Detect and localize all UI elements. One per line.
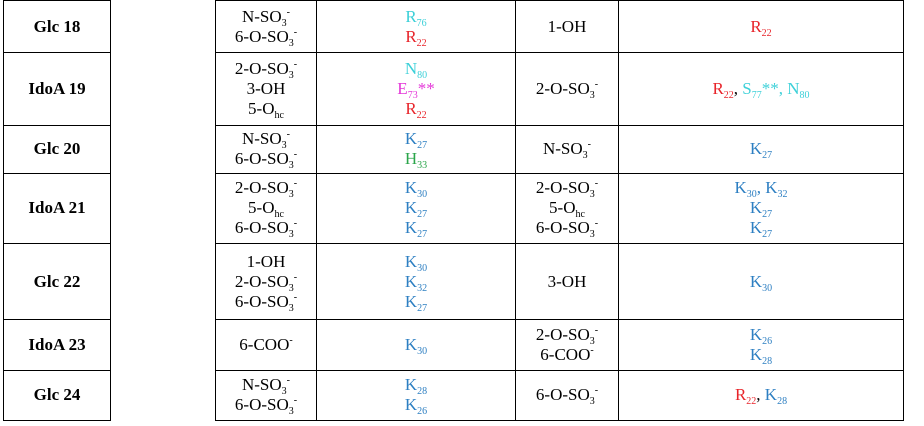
text-segment: K [764, 385, 778, 405]
contacts-cell [317, 370, 516, 420]
residue-name: Glc 24 [4, 370, 111, 420]
groups-cell-2 [516, 125, 619, 173]
subscript: 27 [417, 302, 428, 314]
text-segment: 2-O-SO [535, 78, 590, 98]
subscript: hc [575, 209, 585, 221]
cell-line [317, 129, 515, 152]
cell-line [317, 99, 515, 119]
contacts-cell [317, 1, 516, 53]
cell-line [317, 335, 515, 358]
cell-line [516, 178, 618, 201]
cell-line [216, 218, 316, 241]
subscript: 3 [288, 282, 294, 294]
subscript: 30 [746, 189, 757, 201]
residue-name: Glc 22 [4, 244, 111, 320]
text-segment: K [765, 178, 778, 198]
text-segment: R [734, 385, 747, 405]
subscript: 3 [288, 37, 294, 49]
cell-line [317, 27, 515, 47]
cell-line [216, 59, 316, 79]
subscript: 3 [288, 406, 294, 418]
text-segment: K [749, 271, 763, 291]
cell-line [619, 139, 903, 162]
text-segment: 6-COO [239, 335, 290, 355]
cell-line [216, 395, 316, 418]
cell-line [317, 218, 515, 241]
subscript: 3 [589, 396, 595, 408]
text-segment: 2-O-SO [535, 325, 590, 345]
subscript: 3 [288, 69, 294, 81]
text-segment: K [734, 178, 747, 198]
groups-cell [216, 370, 317, 420]
text-segment: K [749, 218, 763, 238]
superscript: - [293, 218, 298, 230]
groups-cell [216, 244, 317, 320]
cell-line [619, 325, 903, 348]
text-segment: , [756, 385, 765, 405]
cell-line [216, 27, 316, 47]
subscript: 26 [762, 336, 773, 348]
text-segment: K [749, 345, 763, 365]
cell-line [619, 17, 903, 37]
superscript: - [594, 218, 599, 230]
groups-cell [216, 53, 317, 125]
text-segment: ** [761, 78, 779, 98]
subscript: 77 [751, 89, 762, 101]
cell-line [619, 178, 903, 201]
text-segment: N-SO [241, 375, 282, 395]
text-segment: 2-O-SO [535, 178, 590, 198]
subscript: 3 [288, 160, 294, 172]
subscript: hc [274, 109, 284, 121]
cell-line [516, 79, 618, 99]
text-segment: 5-O [549, 198, 576, 218]
text-segment: K [404, 218, 418, 238]
text-segment: K [404, 375, 418, 395]
subscript: 27 [417, 229, 428, 241]
cell-line [619, 79, 903, 99]
cell-line [216, 7, 316, 27]
subscript: 26 [417, 406, 428, 418]
cell-line [516, 385, 618, 408]
text-segment: K [404, 198, 418, 218]
groups-cell-2 [516, 53, 619, 125]
superscript: - [289, 335, 293, 347]
text-segment: K [404, 251, 418, 271]
cell-line [317, 375, 515, 398]
cell-line [216, 99, 316, 119]
subscript: 3 [288, 189, 294, 201]
groups-cell-2 [516, 320, 619, 370]
cell-line [619, 272, 903, 292]
cell-line [317, 198, 515, 221]
residue-name: IdoA 19 [4, 53, 111, 125]
superscript: - [286, 6, 290, 18]
subscript: 28 [777, 396, 788, 408]
cell-line [516, 139, 618, 162]
cell-line [216, 272, 316, 292]
contacts-cell-2 [619, 320, 904, 370]
subscript: 30 [417, 262, 428, 274]
text-segment: R [712, 78, 724, 98]
text-segment: 6-O-SO [234, 149, 289, 169]
groups-cell-2 [516, 1, 619, 53]
superscript: - [293, 291, 298, 303]
superscript: - [594, 178, 599, 190]
subscript: 22 [761, 27, 772, 39]
text-segment: K [404, 395, 418, 415]
subscript: 30 [417, 189, 428, 201]
text-segment: 2-O-SO [234, 178, 289, 198]
text-segment: R [405, 6, 417, 26]
superscript: - [293, 178, 298, 190]
text-segment: R [405, 26, 417, 46]
text-segment: R [750, 16, 762, 36]
subscript: 27 [762, 229, 773, 241]
contacts-cell [317, 244, 516, 320]
text-segment: 3-OH [547, 271, 587, 291]
text-segment: 1-OH [547, 16, 587, 36]
contacts-cell-2 [619, 244, 904, 320]
subscript: 22 [723, 89, 734, 101]
text-segment: K [404, 129, 418, 149]
cell-line [317, 59, 515, 79]
groups-cell-2 [516, 244, 619, 320]
subscript: 27 [417, 209, 428, 221]
subscript: 22 [746, 396, 757, 408]
subscript: 3 [589, 189, 595, 201]
text-segment: , [756, 178, 766, 198]
text-segment: N-SO [241, 6, 282, 26]
subscript: 80 [799, 89, 810, 101]
text-segment: , [778, 78, 788, 98]
subscript: 3 [288, 302, 294, 314]
superscript: - [286, 375, 290, 387]
text-segment: E [397, 78, 408, 98]
subscript: 27 [417, 140, 428, 152]
text-segment: 2-O-SO [234, 271, 289, 291]
text-segment: 6-O-SO [234, 26, 289, 46]
superscript: - [594, 325, 599, 337]
text-segment: , [733, 78, 743, 98]
contacts-cell-2 [619, 53, 904, 125]
subscript: 3 [281, 140, 287, 152]
residue-name: IdoA 23 [4, 320, 111, 370]
text-segment: ** [417, 78, 435, 98]
cell-line [216, 335, 316, 355]
subscript: 3 [288, 229, 294, 241]
subscript: 30 [417, 346, 428, 358]
cell-line [317, 149, 515, 172]
groups-cell [216, 125, 317, 173]
text-segment: 6-O-SO [535, 218, 590, 238]
cell-line [216, 252, 316, 272]
cell-line [216, 375, 316, 398]
contacts-cell-2 [619, 370, 904, 420]
contacts-cell [317, 320, 516, 370]
groups-cell-2 [516, 173, 619, 243]
cell-line [317, 395, 515, 418]
cell-line [516, 325, 618, 348]
cell-line [317, 292, 515, 312]
subscript: 3 [281, 17, 287, 29]
residue-name: IdoA 21 [4, 173, 111, 243]
subscript: 22 [416, 109, 427, 121]
text-segment: 6-O-SO [234, 218, 289, 238]
cell-line [317, 79, 515, 99]
cell-line [317, 7, 515, 27]
subscript: 3 [589, 229, 595, 241]
cell-line [216, 292, 316, 312]
contacts-cell [317, 53, 516, 125]
text-segment: K [404, 291, 418, 311]
blank-column [111, 1, 216, 421]
text-segment: K [404, 178, 418, 198]
groups-cell [216, 173, 317, 243]
text-segment: N-SO [241, 129, 282, 149]
contacts-cell [317, 125, 516, 173]
text-segment: K [404, 335, 418, 355]
superscript: - [293, 271, 298, 283]
contacts-cell [317, 173, 516, 243]
interaction-table [3, 0, 904, 421]
text-segment: 3-OH [246, 78, 286, 98]
text-segment: 5-O [248, 198, 275, 218]
superscript: - [293, 58, 298, 70]
text-segment: N [787, 78, 800, 98]
superscript: - [587, 139, 591, 151]
text-segment: K [749, 325, 763, 345]
text-segment: 6-O-SO [535, 385, 590, 405]
cell-line [619, 385, 903, 408]
subscript: hc [274, 209, 284, 221]
text-segment: S [742, 78, 752, 98]
cell-line [216, 79, 316, 99]
text-segment: R [405, 98, 417, 118]
subscript: 27 [762, 209, 773, 221]
cell-line [317, 252, 515, 272]
cell-line [516, 198, 618, 221]
contacts-cell-2 [619, 1, 904, 53]
subscript: 73 [407, 89, 418, 101]
text-segment: 2-O-SO [234, 58, 289, 78]
cell-line [516, 272, 618, 292]
superscript: - [594, 78, 599, 90]
residue-name: Glc 20 [4, 125, 111, 173]
cell-line [516, 218, 618, 241]
cell-line [619, 198, 903, 221]
text-segment: K [749, 198, 763, 218]
groups-cell [216, 1, 317, 53]
subscript: 3 [582, 150, 588, 162]
cell-line [216, 198, 316, 221]
subscript: 27 [762, 150, 773, 162]
text-segment: H [404, 149, 418, 169]
superscript: - [594, 385, 599, 397]
subscript: 32 [417, 282, 428, 294]
cell-line [216, 129, 316, 152]
groups-cell-2 [516, 370, 619, 420]
text-segment: N [404, 58, 418, 78]
superscript: - [293, 149, 298, 161]
subscript: 28 [762, 356, 773, 368]
cell-line [317, 178, 515, 201]
cell-line [216, 178, 316, 201]
text-segment: N-SO [542, 139, 583, 159]
superscript: - [590, 345, 594, 357]
interaction-table-body [4, 1, 904, 421]
contacts-cell-2 [619, 125, 904, 173]
text-segment: K [749, 139, 763, 159]
subscript: 28 [417, 386, 428, 398]
cell-line [619, 345, 903, 368]
subscript: 3 [589, 336, 595, 348]
superscript: - [293, 395, 298, 407]
subscript: 30 [762, 282, 773, 294]
subscript: 3 [281, 386, 287, 398]
cell-line [619, 218, 903, 241]
groups-cell [216, 320, 317, 370]
contacts-cell-2 [619, 173, 904, 243]
superscript: - [286, 129, 290, 141]
text-segment: 6-O-SO [234, 395, 289, 415]
subscript: 32 [777, 189, 788, 201]
subscript: 33 [417, 160, 428, 172]
subscript: 3 [589, 89, 595, 101]
superscript: - [293, 26, 298, 38]
cell-line [516, 17, 618, 37]
residue-name: Glc 18 [4, 1, 111, 53]
subscript: 76 [416, 17, 427, 29]
cell-line [216, 149, 316, 172]
subscript: 80 [417, 69, 428, 81]
text-segment: 6-O-SO [234, 291, 289, 311]
table-row [4, 1, 904, 53]
cell-line [516, 345, 618, 365]
text-segment: 1-OH [246, 251, 286, 271]
text-segment: 6-COO [540, 345, 591, 365]
subscript: 22 [416, 37, 427, 49]
text-segment: 5-O [248, 98, 275, 118]
cell-line [317, 272, 515, 292]
text-segment: K [404, 271, 418, 291]
